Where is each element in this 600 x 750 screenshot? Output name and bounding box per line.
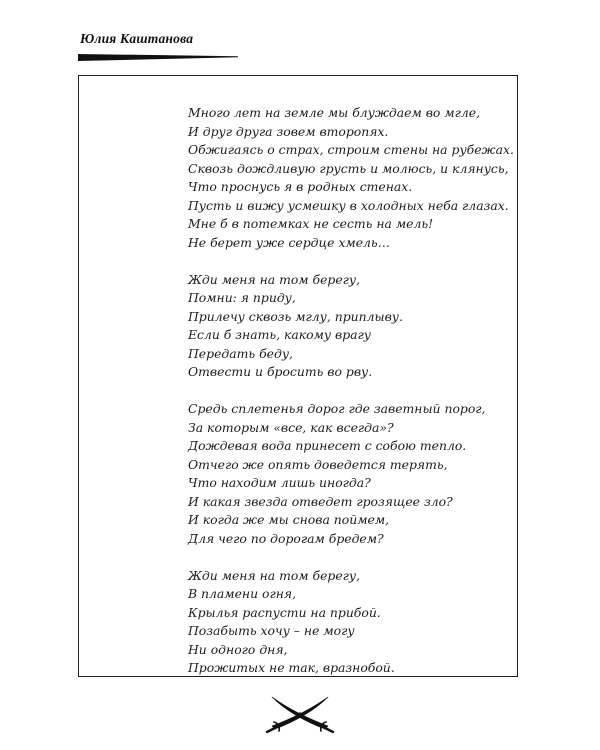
poem-line: Если б знать, какому врагу: [188, 327, 371, 342]
poem-line: Прилечу сквозь мглу, приплыву.: [188, 308, 403, 324]
poem-line: Дождевая вода принесет с собою тепло.: [188, 438, 467, 453]
poem-line: И друг друга зовем второпях.: [188, 123, 389, 139]
poem-line: Жди меня на том берегу,: [188, 271, 361, 287]
header-rule: [78, 52, 238, 62]
poem-line: Что находим лишь иногда?: [188, 475, 371, 490]
poem-line: Что проснусь я в родных стенах.: [188, 179, 413, 194]
poem-line: Передать беду,: [188, 345, 293, 361]
poem-line: Позабыть хочу – не могу: [188, 623, 355, 638]
poem-line: Обжигаясь о страх, строим стены на рубежах.: [188, 142, 514, 157]
poem-line: Отчего же опять доведется терять,: [188, 456, 448, 472]
poem-line: Ни одного дня,: [188, 641, 288, 657]
poem-line: Помни: я приду,: [188, 290, 296, 305]
running-head-author: Юлия Каштанова: [80, 31, 194, 46]
stanza: [188, 104, 514, 252]
stanza: [188, 271, 508, 382]
poem-line: Средь сплетенья дорог где заветный порог,: [188, 401, 486, 416]
poem-line: Не берет уже сердце хмель…: [188, 234, 391, 250]
poem-line: Мне б в потемках не сесть на мель!: [188, 216, 434, 231]
poem-line: И какая звезда отведет грозящее зло?: [188, 493, 453, 509]
poem-line: Много лет на земле мы блуждаем во мгле,: [188, 105, 481, 120]
poem-line: Крылья распусти на прибой.: [188, 604, 381, 620]
poem-line: Для чего по дорогам бредем?: [188, 530, 384, 546]
poem-line: И когда же мы снова поймем,: [188, 512, 390, 527]
poem-line: В пламени огня,: [188, 586, 297, 601]
crossed-sabers-icon: [262, 693, 338, 733]
poem-line: Прожитых не так, вразнобой.: [188, 660, 395, 675]
poem-line: Отвести и бросить во рву.: [188, 364, 373, 379]
stanza: [188, 567, 508, 678]
stanza: [188, 400, 508, 548]
poem-line: Жди меня на том берегу,: [188, 567, 361, 583]
poem-line: За которым «все, как всегда»?: [188, 419, 394, 435]
poem-body: [188, 104, 514, 678]
poem-line: Сквозь дождливую грусть и молюсь, и клянусь,: [188, 160, 509, 176]
poem-line: Пусть и вижу усмешку в холодных неба глазах.: [188, 197, 509, 213]
